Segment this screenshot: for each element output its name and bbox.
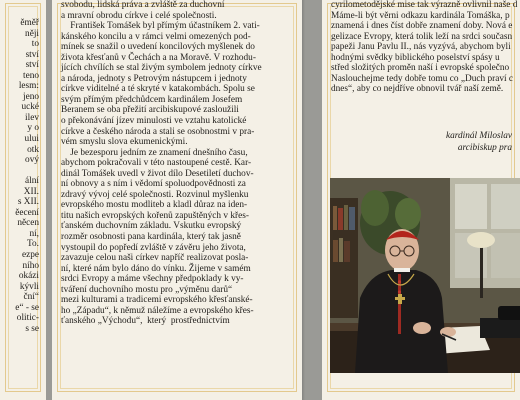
mid-line: o překonávání jízev minulosti ve vztahu katolické xyxy=(61,116,247,127)
left-line: lesm: xyxy=(18,81,39,92)
left-line: otk xyxy=(27,144,39,155)
middle-page-text xyxy=(61,0,262,327)
middle-page xyxy=(52,0,302,400)
left-line: e“ - se xyxy=(15,302,39,313)
right-line: znamená i dnes číst dobře znamení doby. Nová e xyxy=(331,21,513,32)
left-line: To. xyxy=(26,239,39,250)
right-line: dnes“, aby co nejdříve obnovil tvář naší země. xyxy=(331,84,504,95)
mid-line: Je bezesporu jedním ze znamení dnešního času, xyxy=(61,147,248,158)
left-line: y o xyxy=(27,123,39,134)
mid-line: ťanském duchovním základu. Vskutku evropský xyxy=(61,221,242,232)
left-line: ěměř xyxy=(20,18,39,28)
mid-line: jících chvílích se stal živým symbolem jednoty církve xyxy=(61,63,262,74)
left-line: ový xyxy=(25,155,39,166)
left-line: ální xyxy=(25,176,39,187)
right-line: střed složitých proměn naší i evropské společno xyxy=(331,63,510,74)
mid-line: rozměr osobnosti pana kardinála, který tak jasně xyxy=(61,232,241,243)
mid-line: titu našich evropských kořenů zapuštěných v křes- xyxy=(61,210,249,221)
mid-line: abychom pokračovali v této nastoupené cestě. Kar- xyxy=(61,158,252,169)
mid-line: tváření duchovního mostu pro „výměnu darů“ xyxy=(61,284,233,295)
right-page xyxy=(322,0,520,400)
left-line: ucké xyxy=(21,102,39,113)
mid-line: mínek se snažil o uvedení koncilových myšlenek do xyxy=(61,42,255,53)
mid-line: mezi kulturami a tradicemi evropského křesťanské- xyxy=(61,295,253,306)
mid-line: ní obnovy a s ním i vědomí spoluodpovědnosti za xyxy=(61,179,246,190)
mid-line: Beranem se oba přežití arcibiskupové zasloužili xyxy=(61,105,239,116)
signature-title: arcibiskup pra xyxy=(457,143,512,153)
mid-line: ní, které nám bylo dáno do vínku. Žijeme v samém xyxy=(61,263,251,274)
left-page-text xyxy=(15,18,39,334)
left-line: ní, xyxy=(29,228,39,239)
left-line: ěecení xyxy=(15,207,39,218)
left-line: s XII. xyxy=(17,197,39,208)
left-line: ilev xyxy=(25,112,39,123)
left-line: kývli xyxy=(19,281,39,292)
mid-line: a mravní obrodu církve i celé společnosti. xyxy=(61,10,217,21)
right-line: gelizace Evropy, která tolik leží na srdci současn xyxy=(331,31,513,42)
cardinal-portrait-photo xyxy=(330,178,520,373)
left-line: olitic- xyxy=(16,313,39,324)
mid-line: ho „Západu“, k němuž náležíme a evropského křes- xyxy=(61,305,254,316)
signature-name: kardinál Miloslav xyxy=(445,131,512,141)
mid-line: života křesťanů v Čechách a na Moravě. V rozhodu- xyxy=(61,52,256,63)
mid-line: dinál Tomášek uvedl v život dílo Desetiletí duchov- xyxy=(61,168,254,179)
left-line: ství xyxy=(25,60,39,71)
left-line: jeno xyxy=(22,91,39,102)
right-line: Máme-li být věrni odkazu kardinála Tomáška, p xyxy=(331,10,510,21)
mid-line: srdci Evropy a máme všechny předpoklady k vy- xyxy=(61,274,244,285)
mid-line: církve a českého národa a stali se osobnostmi v pra- xyxy=(61,126,255,137)
right-line: cyrilometodějské mise tak výrazně ovlivnil naše d xyxy=(331,0,518,10)
mid-line: kánského koncilu a v rámci velmi omezených pod- xyxy=(61,31,251,42)
mid-line: František Tomášek byl přímým účastníkem 2. vati- xyxy=(61,21,260,32)
left-line: s se xyxy=(25,323,39,334)
left-line xyxy=(15,166,39,177)
mid-line: evropského mostu modliteb a kladl důraz na iden- xyxy=(61,200,248,211)
left-line: ství xyxy=(25,49,39,60)
mid-line: a národa, jednoty s Petrovým nástupcem i jednoty xyxy=(61,73,247,84)
right-line: Naslouchejme tedy dobře tomu co „Duch praví c xyxy=(331,73,514,84)
mid-line: církve viditelné a té skryté v katakombách. Spolu se xyxy=(61,84,255,95)
mid-line: svým přímým předchůdcem kardinálem Josefem xyxy=(61,94,243,105)
portrait-illustration xyxy=(330,178,520,373)
left-line: ního xyxy=(22,260,39,271)
right-line: papeži Janu Pavlu II., nás vyzývá, abychom byli xyxy=(331,42,511,53)
left-line: něcen xyxy=(17,218,39,229)
mid-line: ťanského „Východu“, který prostřednictvím xyxy=(61,316,230,327)
left-page-strip xyxy=(0,0,46,400)
left-line: ului xyxy=(24,134,39,145)
left-line: to xyxy=(31,39,39,50)
mid-line: vém smyslu slova ekumenickými. xyxy=(61,137,188,148)
mid-line: zdravý vývoj celé společnosti. Rozvinul myšlenku xyxy=(61,189,249,200)
left-line: teno xyxy=(22,70,39,81)
mid-line: zavazuje celou naši církev napříč realizovat posla- xyxy=(61,253,249,264)
left-line: ční“ xyxy=(23,292,39,303)
left-line: okázi xyxy=(18,271,39,282)
mid-line: vystoupil do popředí zvláště v závěru jeho života, xyxy=(61,242,246,253)
mid-line: svobodu, lidská práva a zvláště za duchovní xyxy=(61,0,225,10)
right-line: hodnými svědky biblického poselství spásy u xyxy=(331,52,500,63)
right-page-text xyxy=(331,0,517,95)
left-line: XII. xyxy=(23,186,39,197)
page-fold-shadow xyxy=(302,0,305,400)
left-line: něji xyxy=(25,28,39,39)
left-line: ezpe xyxy=(21,250,39,261)
